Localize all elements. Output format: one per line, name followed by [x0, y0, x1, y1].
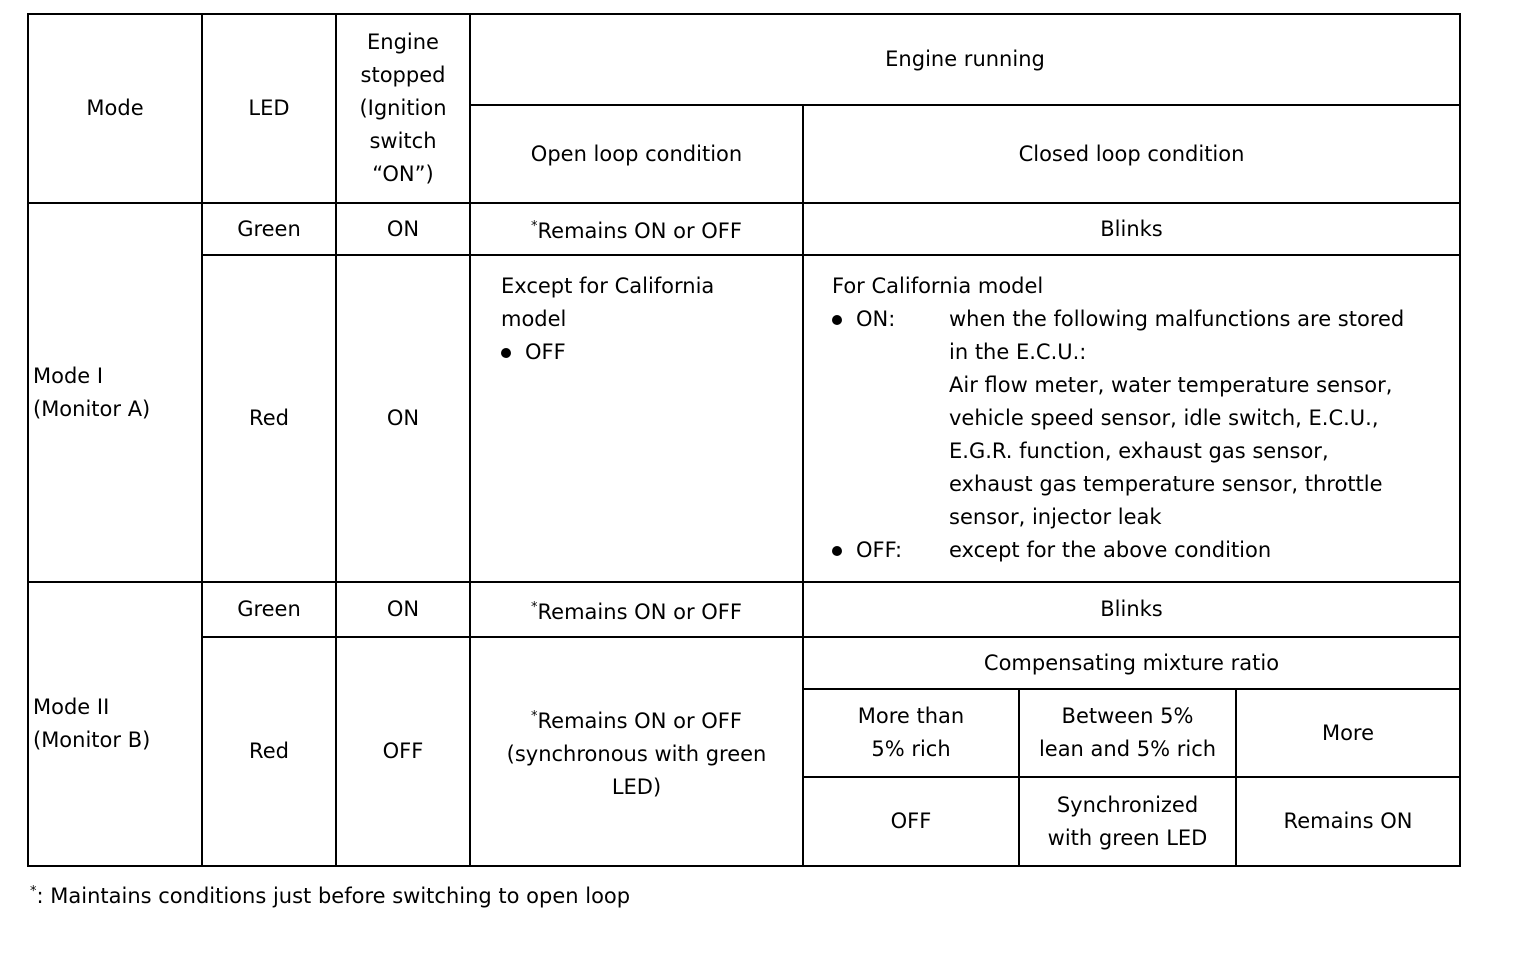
mode1-red-open: Except for California model OFF [470, 255, 803, 582]
mode2-red-led: Red [202, 637, 336, 866]
mode2-red-open: *Remains ON or OFF (synchronous with green LED) [470, 637, 803, 866]
footnote: *: Maintains conditions just before switching to open loop [30, 884, 631, 908]
mode2-col-more: More [1236, 689, 1460, 777]
mode1-red-led: Red [202, 255, 336, 582]
mode1-green-stopped: ON [336, 203, 470, 255]
header-open-loop: Open loop condition [470, 105, 803, 203]
header-engine-running: Engine running [470, 14, 1460, 105]
mode2-green-led: Green [202, 582, 336, 637]
mode1-red-closed: For California model ON: when the following malfunctions are stored in the E.C.U.: Air flow meter, water temperature sensor, vehicle speed sensor, idle switch, E.C.U., E.G.R. function, exhaust gas sensor, exhaust gas temperature sensor, throttle sensor, injector leak OFF: except for the above condition [803, 255, 1460, 582]
mode1-green-open: *Remains ON or OFF [470, 203, 803, 255]
mode2-green-closed: Blinks [803, 582, 1460, 637]
mode2-label: Mode II (Monitor B) [28, 582, 202, 866]
mode1-red-stopped: ON [336, 255, 470, 582]
bullet-icon [832, 315, 842, 325]
mode2-col-rich: More than 5% rich [803, 689, 1019, 777]
header-engine-stopped: Engine stopped (Ignition switch “ON”) [336, 14, 470, 203]
bullet-icon [832, 546, 842, 556]
mode1-label: Mode I (Monitor A) [28, 203, 202, 582]
header-led: LED [202, 14, 336, 203]
mode2-red-stopped: OFF [336, 637, 470, 866]
mode2-val-between: Synchronized with green LED [1019, 777, 1236, 866]
mode1-green-led: Green [202, 203, 336, 255]
mode2-val-rich: OFF [803, 777, 1019, 866]
mode1-green-closed: Blinks [803, 203, 1460, 255]
mode2-val-more: Remains ON [1236, 777, 1460, 866]
mode2-compensating-header: Compensating mixture ratio [803, 637, 1460, 689]
header-mode: Mode [28, 14, 202, 203]
mode2-green-open: *Remains ON or OFF [470, 582, 803, 637]
bullet-icon [501, 348, 511, 358]
mode2-col-between: Between 5% lean and 5% rich [1019, 689, 1236, 777]
led-mode-table [27, 13, 1461, 867]
header-closed-loop: Closed loop condition [803, 105, 1460, 203]
mode2-green-stopped: ON [336, 582, 470, 637]
